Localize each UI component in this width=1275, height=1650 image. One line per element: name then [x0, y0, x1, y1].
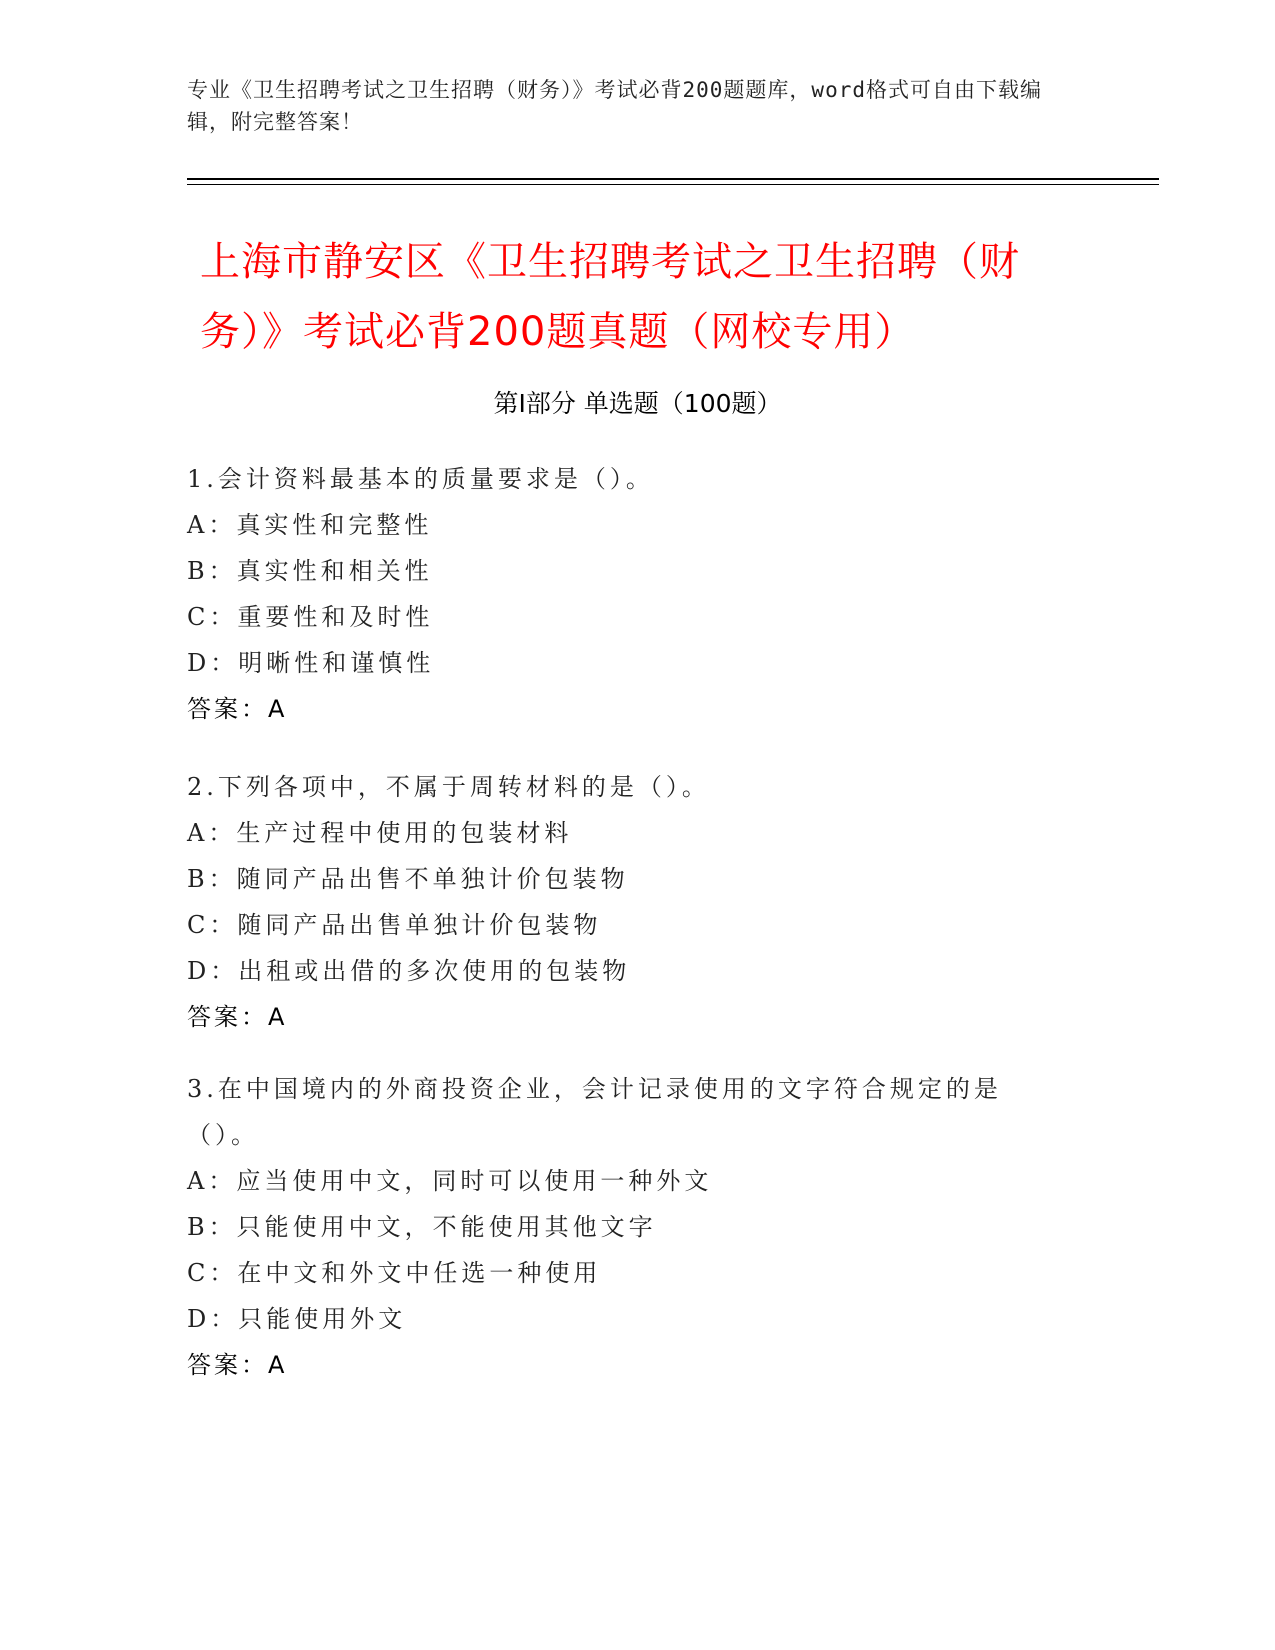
section-heading: 第I部分 单选题（100题） — [493, 389, 782, 418]
document-title: 上海市静安区《卫生招聘考试之卫生招聘（财务）》考试必背200题真题（网校专用） — [200, 239, 1020, 355]
option-a: A：生产过程中使用的包装材料 — [187, 819, 573, 847]
option-a: A：真实性和完整性 — [187, 511, 433, 539]
option-d: D：明晰性和谨慎性 — [187, 649, 435, 677]
option-b: B：只能使用中文，不能使用其他文字 — [187, 1213, 657, 1241]
option-d: D：出租或出借的多次使用的包装物 — [187, 957, 631, 985]
option-c: C：重要性和及时性 — [187, 603, 434, 631]
intro-text: 专业《卫生招聘考试之卫生招聘（财务）》考试必背200题题库，word格式可自由下载编辑，附完整答案！ — [187, 78, 1042, 134]
question-1 — [187, 456, 1067, 732]
question-stem: 3.在中国境内的外商投资企业，会计记录使用的文字符合规定的是（）。 — [187, 1075, 1002, 1149]
option-b: B：真实性和相关性 — [187, 557, 433, 585]
question-stem: 2.下列各项中，不属于周转材料的是（）。 — [187, 773, 710, 801]
header-divider-thin — [187, 184, 1159, 185]
question-3 — [187, 1066, 1067, 1388]
option-a: A：应当使用中文，同时可以使用一种外文 — [187, 1167, 713, 1195]
option-c: C：随同产品出售单独计价包装物 — [187, 911, 602, 939]
option-c: C：在中文和外文中任选一种使用 — [187, 1259, 602, 1287]
question-stem: 1.会计资料最基本的质量要求是（）。 — [187, 465, 654, 493]
answer: 答案：A — [187, 1003, 288, 1031]
option-b: B：随同产品出售不单独计价包装物 — [187, 865, 629, 893]
answer: 答案：A — [187, 1351, 288, 1379]
option-d: D：只能使用外文 — [187, 1305, 407, 1333]
question-2 — [187, 764, 1067, 1040]
answer: 答案：A — [187, 695, 288, 723]
header-divider-thick — [187, 178, 1159, 180]
